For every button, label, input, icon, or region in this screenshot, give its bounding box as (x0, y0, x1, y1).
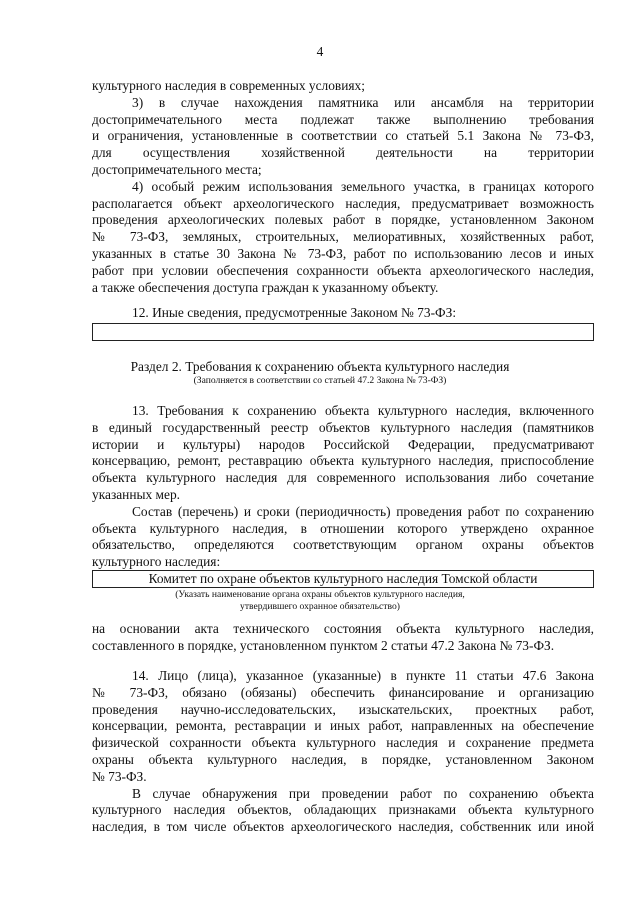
paragraph-block-14 (92, 668, 594, 836)
text-line: и ограничения, установленные в соответствии со статьей 5.1 Закона № 73-ФЗ, (92, 128, 594, 144)
text-line: указанных мер. (92, 486, 181, 502)
text-line: составленного в порядке, установленном пунктом 2 статьи 47.2 Закона № 73-ФЗ. (92, 637, 555, 653)
text-line: достопримечательного места; (92, 161, 262, 177)
text-line: в единый государственный реестр объектов культурного наследия (памятников (92, 419, 594, 435)
paragraph-block-1 (92, 78, 594, 296)
text-line: объекта культурного наследия, в отношении которого утверждено охранное (92, 520, 594, 536)
text-line: истории и культуры) народов Российской Федерации, предусматривают (92, 436, 594, 452)
text-line: 14. Лицо (лица), указанное (указанные) в пункте 11 статьи 47.6 Закона (132, 668, 594, 683)
text-line: консервации, ремонта, реставрации и иных работ, направленных на обеспечение (92, 718, 594, 734)
text-line: В случае обнаружения при проведении работ по сохранению объекта (132, 785, 594, 801)
text-line: работ при условии обеспечения сохранности объекта археологического наследия, (92, 262, 594, 278)
text-line: указанных в статье 30 Закона № 73-ФЗ, работ по использованию лесов и иных (92, 245, 594, 261)
text-line: культурного наследия объектов, обладающих признаками объекта культурного (92, 802, 594, 818)
text-line: обязательство, определяются соответствующим органом охраны объектов (92, 537, 594, 553)
authority-note-2: утвердившего охранное обязательство) (240, 601, 400, 612)
item-12-label: 12. Иные сведения, предусмотренные Законом № 73-ФЗ: (132, 305, 457, 320)
section-2-title: Раздел 2. Требования к сохранению объекта культурного наследия (130, 359, 510, 374)
text-line: физической сохранности объекта культурного наследия и сохранение предмета (92, 735, 594, 751)
text-line: для осуществления хозяйственной деятельности на территории (92, 145, 594, 161)
text-line: культурного наследия в современных условиях; (92, 78, 365, 93)
text-line: а также обеспечения доступа граждан к указанному объекту. (92, 279, 439, 295)
text-line: 4) особый режим использования земельного участка, в границах которого (132, 178, 594, 194)
paragraph-block-13 (92, 403, 594, 571)
text-line: 13. Требования к сохранению объекта культурного наследия, включенного (132, 403, 594, 418)
text-line: наследия, в том числе объектов археологического наследия, собственник или иной (92, 819, 594, 835)
page-number: 4 (316, 44, 324, 59)
text-line: консервацию, ремонт, реставрацию объекта культурного наследия, приспособление (92, 453, 594, 469)
paragraph-block-13b (92, 621, 594, 655)
text-line: проведения научно-исследовательских, изыскательских, проектных работ, (92, 701, 594, 717)
text-line: № 73-ФЗ. (92, 768, 147, 784)
authority-box (92, 570, 594, 588)
text-line: на основании акта технического состояния объекта культурного наследия, (92, 621, 594, 636)
section-2-note: (Заполняется в соответствии со статьей 47.2 Закона № 73-ФЗ) (193, 375, 447, 386)
text-line: охраны объекта культурного наследия, в порядке, установленном Законом (92, 751, 594, 767)
text-line: 3) в случае нахождения памятника или ансамбля на территории (132, 94, 594, 110)
text-line: проведения археологических полевых работ в порядке, установленном Законом (92, 212, 594, 228)
item-12-value-box (92, 323, 594, 341)
text-line: объекта культурного наследия для современного использования либо сочетание (92, 470, 594, 486)
text-line: располагается объект археологического наследия, предусматривает возможность (92, 195, 594, 211)
text-line: № 73-ФЗ, земляных, строительных, мелиоративных, хозяйственных работ, (92, 229, 594, 245)
item-12 (92, 305, 594, 322)
text-line: Состав (перечень) и сроки (периодичность) проведения работ по сохранению (132, 503, 594, 519)
text-line: достопримечательного места подлежат также выполнению требования (92, 111, 594, 127)
text-line: № 73-ФЗ, обязано (обязаны) обеспечить финансирование и организацию (92, 684, 594, 700)
authority-note-1: (Указать наименование органа охраны объектов культурного наследия, (175, 589, 465, 600)
text-line: культурного наследия: (92, 554, 221, 570)
authority-name: Комитет по охране объектов культурного наследия Томской области (148, 571, 538, 586)
